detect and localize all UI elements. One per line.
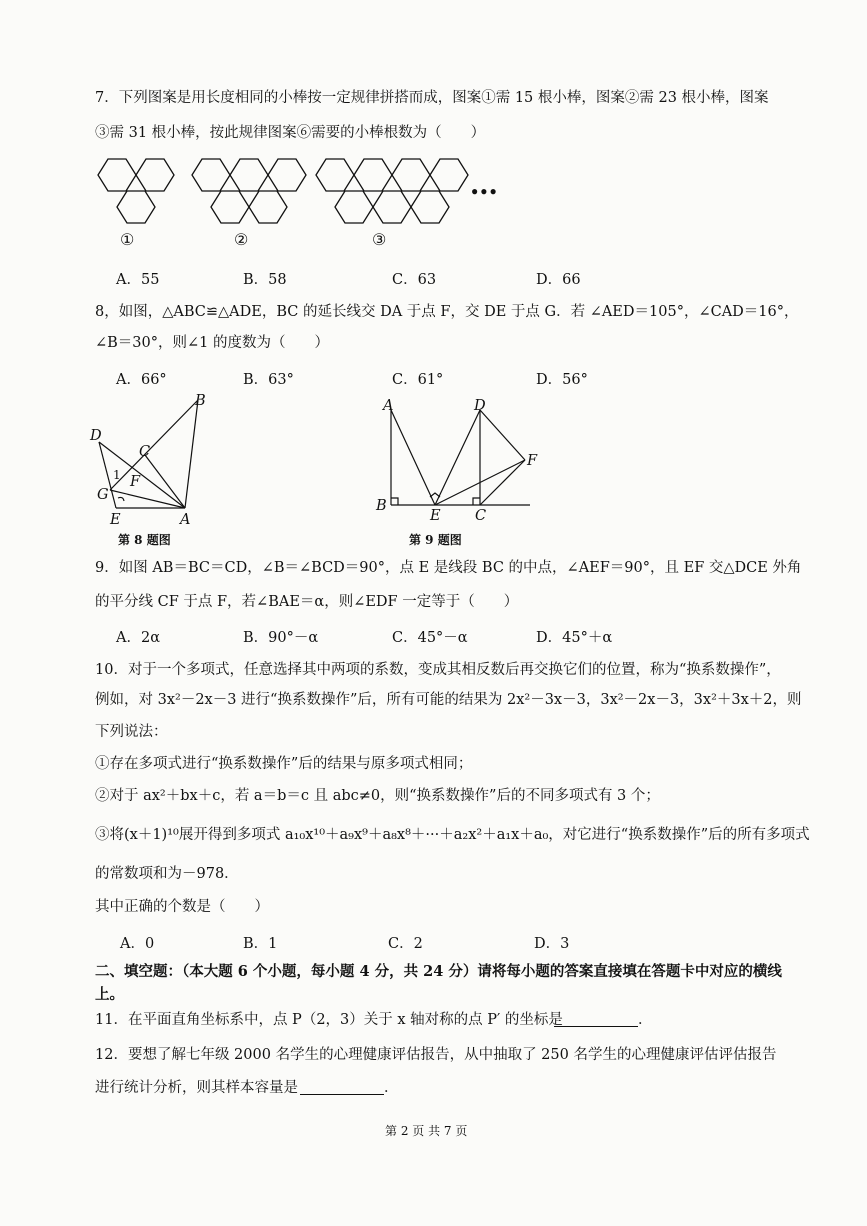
q9-label-b: B [376, 498, 387, 514]
q8-line2: ∠B＝30°，则∠1 的度数为（ ） [95, 335, 329, 351]
q8-option-a: A．66° [116, 372, 167, 388]
q10-line3: 下列说法： [95, 724, 168, 740]
q7-option-b: B．58 [243, 272, 287, 288]
q7-line2: ③需 31 根小棒，按此规律图案⑥需要的小棒根数为（ ） [95, 125, 486, 141]
q8-label-e: E [110, 512, 121, 528]
q10-option-d: D．3 [534, 936, 570, 952]
section2-heading-line2: 上。 [95, 986, 124, 1003]
q7-option-a: A．55 [116, 272, 160, 288]
q10-statement-3-cont: 的常数项和为－978． [95, 866, 239, 882]
q10-line2: 例如，对 3x²－2x－3 进行“换系数操作”后，所有可能的结果为 2x²－3x－3，3x²－2x－3，3x²＋3x＋2，则 [95, 692, 802, 708]
section2-heading-line1: 二、填空题：（本大题 6 个小题，每小题 4 分，共 24 分）请将每小题的答案直接填在答题卡中对应的横线 [95, 963, 782, 980]
q12-line1: 12．要想了解七年级 2000 名学生的心理健康评估报告，从中抽取了 250 名学生的心理健康评估评估报告 [95, 1047, 777, 1063]
q10-option-c: C．2 [388, 936, 423, 952]
q7-line1: 7．下列图案是用长度相同的小棒按一定规律拼搭而成，图案①需 15 根小棒，图案②需 23 根小棒，图案 [95, 90, 769, 106]
q9-line1: 9．如图 AB＝BC＝CD，∠B＝∠BCD＝90°，点 E 是线段 BC 的中点，∠AEF＝90°，且 EF 交△DCE 外角 [95, 560, 802, 576]
q9-option-c: C．45°－α [392, 630, 468, 646]
q7-fig-label-3: ③ [372, 230, 387, 249]
q8-label-g: G [97, 487, 109, 503]
q11-text: 11．在平面直角坐标系中，点 P（2，3）关于 x 轴对称的点 P′ 的坐标是 [95, 1012, 563, 1028]
q8-label-d: D [90, 428, 102, 444]
q8-label-b: B [195, 393, 206, 409]
q8-figure-caption: 第 8 题图 [118, 533, 171, 547]
q7-option-d: D．66 [536, 272, 581, 288]
q7-option-c: C．63 [392, 272, 437, 288]
q9-line2: 的平分线 CF 于点 F，若∠BAE＝α，则∠EDF 一定等于（ ） [95, 594, 519, 610]
q8-label-a: A [180, 512, 191, 528]
q12-answer-blank[interactable] [300, 1094, 384, 1095]
page-footer: 第 2 页 共 7 页 [385, 1124, 468, 1138]
q9-label-e: E [430, 508, 441, 524]
q10-option-a: A．0 [120, 936, 155, 952]
q10-ask: 其中正确的个数是（ ） [95, 899, 269, 915]
q8-option-c: C．61° [392, 372, 444, 388]
q8-option-b: B．63° [243, 372, 294, 388]
q9-label-c: C [475, 508, 487, 524]
q11-end: ． [638, 1012, 653, 1028]
q9-figure-caption: 第 9 题图 [409, 533, 462, 547]
q7-ellipsis: ••• [470, 184, 498, 201]
q10-statement-2: ②对于 ax²＋bx＋c，若 a＝b＝c 且 abc≠0，则“换系数操作”后的不同多项式有 3 个； [95, 788, 660, 804]
q10-statement-3: ③将(x＋1)¹⁰展开得到多项式 a₁₀x¹⁰＋a₉x⁹＋a₈x⁸＋···＋a₂x²＋a₁x＋a₀，对它进行“换系数操作”后的所有多项式 [95, 827, 810, 843]
q9-option-a: A．2α [116, 630, 160, 646]
q12-end: ． [384, 1080, 399, 1096]
q9-option-b: B．90°－α [243, 630, 319, 646]
q9-label-d: D [474, 398, 486, 414]
q9-label-f: F [527, 453, 538, 469]
q7-hexagon-figures [90, 155, 510, 255]
q10-option-b: B．1 [243, 936, 278, 952]
q8-label-f: F [130, 474, 141, 490]
q10-statement-1: ①存在多项式进行“换系数操作”后的结果与原多项式相同； [95, 756, 473, 772]
q9-option-d: D．45°＋α [536, 630, 613, 646]
q7-fig-label-1: ① [120, 230, 135, 249]
q11-answer-blank[interactable] [554, 1026, 638, 1027]
q8-label-angle-1: 1 [113, 468, 121, 482]
q8-label-c: C [139, 444, 151, 460]
q10-line1: 10．对于一个多项式，任意选择其中两项的系数，变成其相反数后再交换它们的位置，称为“换系数操作”， [95, 662, 781, 678]
q8-line1: 8，如图，△ABC≌△ADE，BC 的延长线交 DA 于点 F，交 DE 于点 G．若 ∠AED＝105°，∠CAD＝16°， [95, 304, 799, 320]
q8-option-d: D．56° [536, 372, 588, 388]
q7-fig-label-2: ② [234, 230, 249, 249]
q12-line2: 进行统计分析，则其样本容量是 [95, 1080, 298, 1096]
q9-label-a: A [383, 398, 394, 414]
q9-figure [375, 395, 545, 515]
